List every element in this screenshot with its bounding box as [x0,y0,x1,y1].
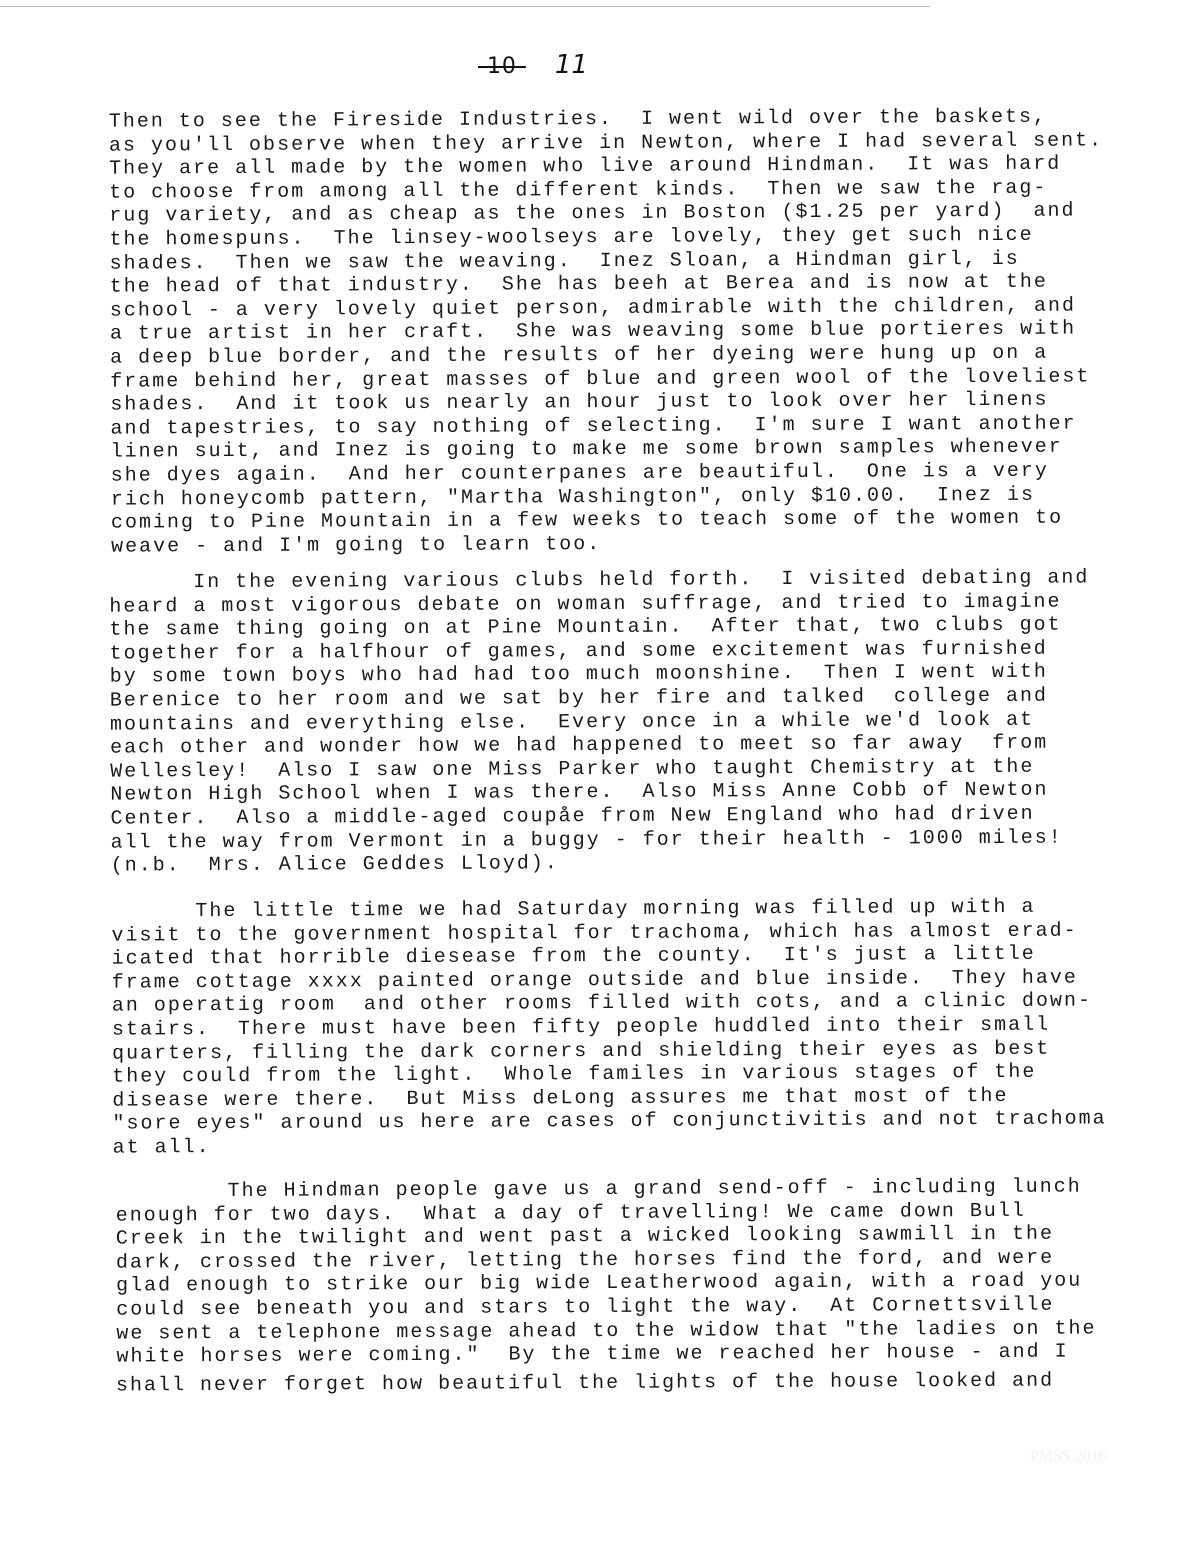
text-line: shall never forget how beautiful the lights of the house looked and [115,1369,1055,1398]
text-line: together for a halfhour of games, and some excitement was furnished [109,637,1048,666]
text-line: Then to see the Fireside Industries. I went wild over the baskets, [108,105,1048,134]
paragraph-trachoma-hospital [111,895,1106,1160]
text-line: by some town boys who had had too much moonshine. Then I went with [109,661,1048,689]
text-line: stairs. There must have been fifty people huddled into their small [111,1013,1051,1042]
text-line: weave - and I'm going to learn too. [111,532,602,559]
text-line: the head of that industry. She has beeh at Berea and is now at the [109,270,1048,299]
text-line: frame behind her, great masses of blue and green wool of the loveliest [110,365,1091,394]
text-line: The Hindman people gave us a grand send-off - including lunch [115,1175,1082,1204]
text-line: (n.b. Mrs. Alice Geddes Lloyd). [110,852,559,878]
text-line: mountains and everything else. Every once in a while we'd look at [109,708,1035,737]
text-line: a true artist in her craft. She was weaving some blue portieres with [109,317,1077,346]
text-line: quarters, filling the dark corners and shielding their eyes as best [112,1037,1051,1066]
text-line: and tapestries, to say nothing of selecting. I'm sure I want another [110,412,1077,441]
text-line: frame cottage xxxx painted orange outside and blue inside. They have [111,966,1078,995]
page-number [478,50,588,80]
scan-edge-line [0,6,930,7]
text-line: enough for two days. What a day of travelling! We came down Bull [115,1199,1026,1228]
text-line: the homespuns. The linsey-woolseys are lovely, they get such nice [109,223,1034,252]
text-line: at all. [112,1136,211,1160]
text-line: school - a very lovely quiet person, admirable with the children, and [109,294,1077,323]
paragraph-final-line [116,1370,1054,1399]
text-line: could see beneath you and stars to light the way. At Cornettsville [116,1293,1055,1322]
text-line: Creek in the twilight and went past a wicked looking sawmill in the [115,1222,1055,1251]
text-line: all the way from Vermont in a buggy - for their health - 1000 miles! [110,826,1063,855]
text-line: the same thing going on at Pine Mountain. After that, two clubs got [109,613,1062,642]
paragraph-evening-clubs [109,566,1091,878]
text-line: she dyes again. And her counterpanes are beautiful. One is a very [110,459,1049,488]
text-line: an operatig room and other rooms filled with cots, and a clinic down- [111,989,1093,1018]
text-line: rich honeycomb pattern, "Martha Washington", only $10.00. Inez is [110,483,1036,512]
handwritten-page-number: 11 [554,50,588,80]
struck-page-number: -10- [478,54,526,79]
watermark: PMSS 2016 [1030,1448,1107,1465]
text-line: They are all made by the women who live around Hindman. It was hard [109,152,1062,181]
text-line: icated that horrible diesease from the county. It's just a little [111,942,1036,971]
text-line: In the evening various clubs held forth. I visited debating and [109,566,1090,595]
text-line: shades. And it took us nearly an hour just to look over her linens [110,388,1049,417]
text-line: heard a most vigorous debate on woman suffrage, and tried to imagine [109,590,1062,619]
text-line: Berenice to her room and we sat by her fire and talked college and [109,684,1049,713]
paragraph-fireside-industries [109,105,1105,558]
text-line: Newton High School when I was there. Also Miss Anne Cobb of Newton [110,778,1049,807]
text-line: Wellesley! Also I saw one Miss Parker who taught Chemistry at the [110,755,1035,784]
text-line: a deep blue border, and the results of her dyeing were hung up on a [110,341,1049,370]
text-line: "sore eyes" around us here are cases of conjunctivitis and not trachoma [112,1107,1107,1136]
text-line: Center. Also a middle-aged coupåe from New England who had driven [110,802,1035,831]
text-line: as you'll observe when they arrive in Newton, where I had several sent. [108,128,1104,158]
text-line: each other and wonder how we had happened to meet so far away from [110,731,1049,760]
text-line: glad enough to strike our big wide Leatherwood again, with a road you [116,1269,1083,1298]
text-line: coming to Pine Mountain in a few weeks to teach some of the women to [110,506,1064,535]
text-line: shades. Then we saw the weaving. Inez Sloan, a Hindman girl, is [109,247,1020,276]
text-line: to choose from among all the different kinds. Then we saw the rag- [109,176,1048,205]
text-line: The little time we had Saturday morning was filled up with a [111,895,1036,924]
text-line: dark, crossed the river, letting the horses find the ford, and were [115,1246,1055,1275]
text-line: they could from the light. Whole familes in various stages of the [112,1060,1037,1089]
paragraph-send-off [116,1175,1097,1369]
text-line: we sent a telephone message ahead to the widow that "the ladies on the [116,1316,1097,1346]
text-line: linen suit, and Inez is going to make me some brown samples whenever [110,435,1063,464]
text-line: white horses were coming." By the time we reached her house - and I [116,1340,1069,1369]
text-line: visit to the government hospital for trachoma, which has almost erad- [111,919,1078,948]
text-line: rug variety, and as cheap as the ones in Boston ($1.25 per yard) and [109,199,1076,228]
text-line: disease were there. But Miss deLong assures me that most of the [112,1084,1009,1113]
